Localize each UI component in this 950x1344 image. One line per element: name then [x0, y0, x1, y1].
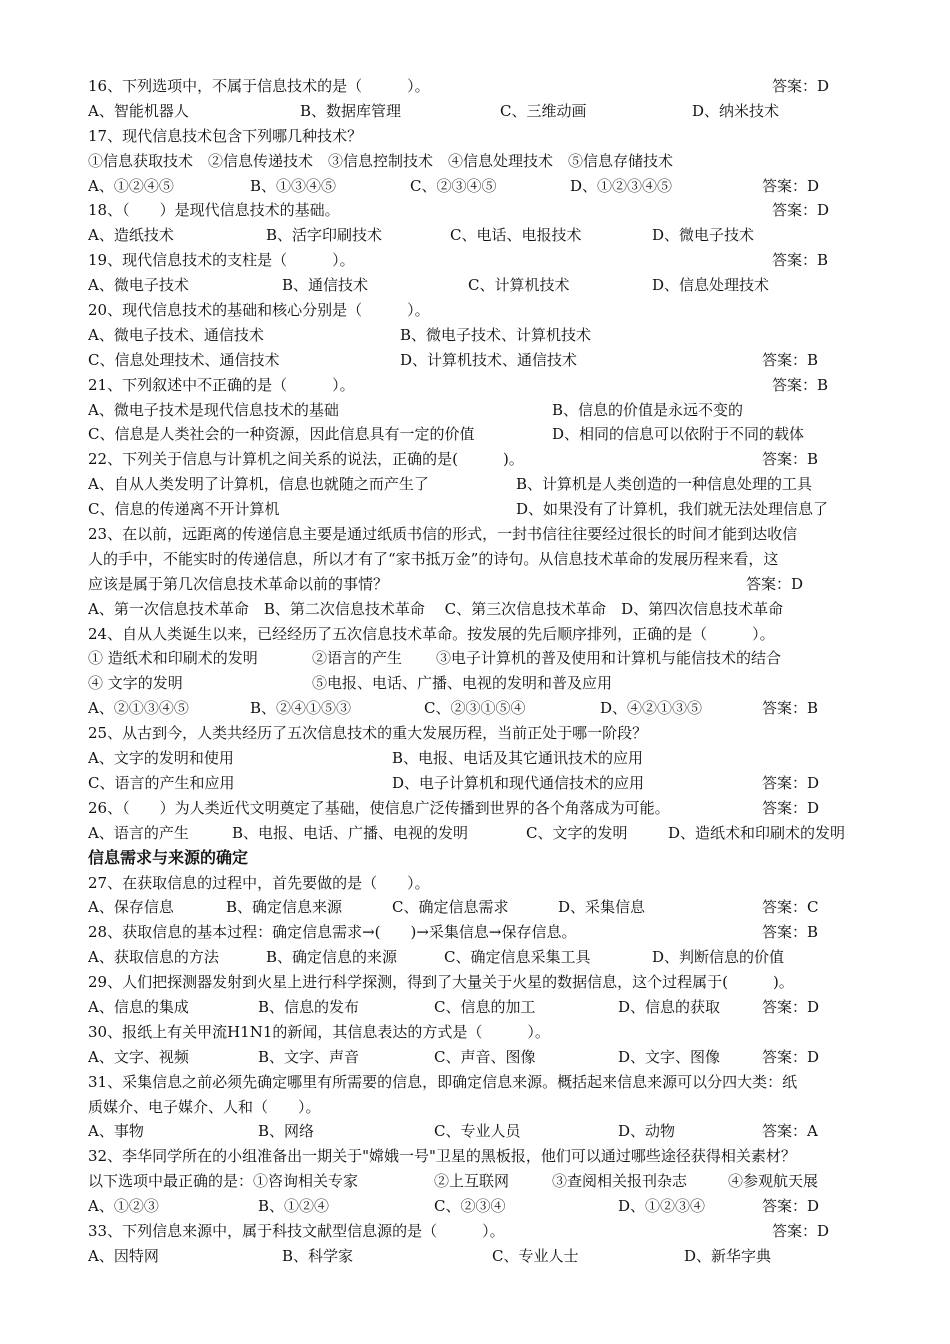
options-line [88, 1194, 868, 1219]
text-segment: A、微电子技术 [88, 276, 189, 295]
text-segment: 25、从古到今，人类共经历了五次信息技术的重大发展历程，当前正处于哪一阶段？ [88, 724, 648, 743]
text-segment: B、信息的价值是永远不变的 [552, 400, 744, 419]
question-line [88, 447, 868, 472]
text-segment: 33、下列信息来源中，属于科技文献型信息源的是（ ）。 [88, 1221, 505, 1240]
text-segment: A、第一次信息技术革命 B、第二次信息技术革命 C、第三次信息技术革命 D、第四次信息技术革命 [88, 599, 784, 618]
question-line [88, 1169, 868, 1194]
text-segment: 28、获取信息的基本过程：确定信息需求→( )→采集信息→保存信息。 [88, 923, 577, 942]
text-segment: 19、现代信息技术的支柱是（ ）。 [88, 251, 355, 270]
text-segment: 应该是属于第几次信息技术革命以前的事情？ [88, 574, 389, 593]
text-segment: A、事物 [88, 1122, 144, 1141]
text-segment: D、①②③④⑤ [570, 176, 673, 195]
text-segment: B、科学家 [282, 1246, 354, 1265]
text-segment: D、计算机技术、通信技术 [400, 350, 578, 369]
text-segment: A、获取信息的方法 [88, 948, 219, 967]
text-segment: D、新华字典 [684, 1246, 772, 1265]
question-line [88, 373, 868, 398]
answer-text: 答案：D [762, 773, 820, 792]
options-line [88, 821, 868, 846]
text-segment: A、造纸技术 [88, 226, 174, 245]
text-segment: 17、现代信息技术包含下列哪几种技术？ [88, 126, 363, 145]
text-segment: D、文字、图像 [618, 1047, 721, 1066]
text-segment: D、动物 [618, 1122, 676, 1141]
text-segment: D、纳米技术 [692, 101, 780, 120]
answer-text: 答案：B [762, 450, 819, 469]
options-line [88, 1045, 868, 1070]
text-segment: C、确定信息采集工具 [444, 948, 591, 967]
text-segment: ②语言的产生 [312, 649, 403, 668]
question-line [88, 1219, 868, 1244]
answer-text: 答案：B [772, 375, 829, 394]
text-segment: 27、在获取信息的过程中，首先要做的是（ ）。 [88, 873, 430, 892]
options-line [88, 223, 868, 248]
text-segment: D、判断信息的价值 [652, 948, 785, 967]
options-line [88, 323, 868, 348]
text-segment: 31、采集信息之前必须先确定哪里有所需要的信息，即确定信息来源。概括起来信息来源可以分四大类：纸 [88, 1072, 798, 1091]
text-segment: C、②③④⑤ [410, 176, 497, 195]
text-segment: 26、（ ）为人类近代文明奠定了基础，使信息广泛传播到世界的各个角落成为可能。 [88, 798, 670, 817]
answer-text: 答案：D [762, 1047, 820, 1066]
text-segment: ③电子计算机的普及使用和计算机与能信技术的结合 [436, 649, 782, 668]
question-line [88, 124, 868, 149]
options-line [88, 99, 868, 124]
text-segment: ⑤电报、电话、广播、电视的发明和普及应用 [312, 674, 613, 693]
question-line [88, 74, 868, 99]
options-line [88, 422, 868, 447]
text-segment: A、②①③④⑤ [88, 699, 189, 718]
question-line [88, 796, 868, 821]
question-line [88, 920, 868, 945]
question-line [88, 871, 868, 896]
section-heading [88, 846, 868, 871]
text-segment: B、电报、电话、广播、电视的发明 [232, 823, 469, 842]
question-line [88, 1020, 868, 1045]
text-segment: C、确定信息需求 [392, 898, 509, 917]
options-line [88, 273, 868, 298]
text-segment: A、保存信息 [88, 898, 174, 917]
answer-text: 答案：D [772, 77, 830, 95]
text-segment: A、文字的发明和使用 [88, 749, 234, 768]
options-line [88, 398, 868, 423]
text-segment: B、①②④ [258, 1197, 330, 1216]
text-segment: B、通信技术 [282, 276, 369, 295]
text-segment: 21、下列叙述中不正确的是（ ）。 [88, 375, 355, 394]
text-segment: A、微电子技术、通信技术 [88, 325, 264, 344]
question-line [88, 522, 868, 547]
text-segment: B、确定信息来源 [226, 898, 343, 917]
answer-text: 答案：B [762, 699, 819, 718]
text-segment: D、相同的信息可以依附于不同的载体 [552, 425, 805, 444]
text-segment: B、数据库管理 [300, 101, 402, 120]
text-segment: C、三维动画 [500, 101, 587, 120]
text-segment: A、智能机器人 [88, 101, 189, 120]
text-segment: 质媒介、电子媒介、人和（ ）。 [88, 1097, 321, 1116]
text-segment: C、语言的产生和应用 [88, 773, 235, 792]
options-line [88, 497, 868, 522]
text-segment: D、电子计算机和现代通信技术的应用 [392, 773, 645, 792]
text-segment: B、活字印刷技术 [266, 226, 383, 245]
text-segment: ① 造纸术和印刷术的发明 [88, 649, 258, 668]
text-segment: B、文字、声音 [258, 1047, 360, 1066]
answer-text: 答案：B [762, 923, 819, 942]
options-line [88, 945, 868, 970]
answer-text: 答案：D [762, 997, 820, 1016]
question-line [88, 1070, 868, 1095]
text-segment: C、专业人士 [492, 1246, 579, 1265]
text-segment: B、电报、电话及其它通讯技术的应用 [392, 749, 644, 768]
text-segment: B、计算机是人类创造的一种信息处理的工具 [516, 475, 813, 494]
options-line [88, 995, 868, 1020]
text-segment: A、自从人类发明了计算机，信息也就随之而产生了 [88, 475, 429, 494]
text-segment: A、文字、视频 [88, 1047, 189, 1066]
text-segment: D、①②③④ [618, 1197, 706, 1216]
question-line [88, 547, 868, 572]
answer-text: 答案：C [762, 898, 819, 917]
text-segment: A、因特网 [88, 1246, 159, 1265]
question-line [88, 298, 868, 323]
options-line [88, 472, 868, 497]
text-segment: C、声音、图像 [434, 1047, 536, 1066]
answer-text: 答案：B [762, 350, 819, 369]
text-segment: D、微电子技术 [652, 226, 755, 245]
text-segment: 22、下列关于信息与计算机之间关系的说法，正确的是( )。 [88, 450, 524, 469]
answer-text: 答案：D [762, 176, 820, 195]
question-line [88, 1095, 868, 1120]
text-segment: D、如果没有了计算机，我们就无法处理信息了 [516, 500, 829, 519]
text-segment: B、确定信息的来源 [266, 948, 398, 967]
options-line [88, 348, 868, 373]
options-line [88, 646, 868, 671]
answer-text: 答案：D [762, 1197, 820, 1216]
text-segment: A、①②③ [88, 1197, 159, 1216]
text-segment: C、信息的传递离不开计算机 [88, 500, 280, 519]
text-segment: B、②④①⑤③ [250, 699, 352, 718]
text-segment: ②上互联网 [434, 1172, 510, 1191]
text-segment: C、②③①⑤④ [424, 699, 526, 718]
text-segment: D、信息的获取 [618, 997, 721, 1016]
text-segment: D、采集信息 [558, 898, 646, 917]
text-segment: 20、现代信息技术的基础和核心分别是（ ）。 [88, 301, 430, 320]
answer-text: 答案：B [772, 251, 829, 270]
text-segment: 30、报纸上有关甲流H1N1的新闻，其信息表达的方式是（ ）。 [88, 1022, 550, 1041]
answer-text: 答案：D [772, 1221, 830, 1240]
answer-text: 答案：D [746, 574, 804, 593]
answer-text: 答案：D [762, 798, 820, 817]
text-segment: C、电话、电报技术 [450, 226, 582, 245]
text-segment: A、信息的集成 [88, 997, 189, 1016]
options-line [88, 174, 868, 199]
text-segment: C、信息是人类社会的一种资源，因此信息具有一定的价值 [88, 425, 475, 444]
document-body [88, 74, 868, 1269]
text-segment: C、信息处理技术、通信技术 [88, 350, 280, 369]
text-segment: B、信息的发布 [258, 997, 360, 1016]
options-line [88, 696, 868, 721]
answer-text: 答案：D [772, 201, 830, 220]
text-segment: B、微电子技术、计算机技术 [400, 325, 592, 344]
options-line [88, 895, 868, 920]
text-segment: 24、自从人类诞生以来，已经经历了五次信息技术革命。按发展的先后顺序排列，正确的是（ ）。 [88, 624, 775, 643]
question-line [88, 572, 868, 597]
text-segment: C、文字的发明 [526, 823, 628, 842]
heading-text: 信息需求与来源的确定 [88, 847, 249, 867]
question-line [88, 970, 868, 995]
text-segment: 32、李华同学所在的小组准备出一期关于"嫦娥一号"卫星的黑板报，他们可以通过哪些途径获得相关素材？ [88, 1147, 796, 1166]
text-segment: A、微电子技术是现代信息技术的基础 [88, 400, 339, 419]
text-segment: C、②③④ [434, 1197, 506, 1216]
question-line [88, 622, 868, 647]
text-segment: D、信息处理技术 [652, 276, 770, 295]
options-line [88, 149, 868, 174]
options-line [88, 671, 868, 696]
text-segment: ③查阅相关报刊杂志 [552, 1172, 688, 1191]
text-segment: 人的手中，不能实时的传递信息，所以才有了“家书抵万金”的诗句。从信息技术革命的发展历程来看，这 [88, 549, 779, 568]
question-line [88, 198, 868, 223]
answer-text: 答案：A [762, 1122, 818, 1141]
text-segment: ④ 文字的发明 [88, 674, 183, 693]
text-segment: ①信息获取技术 ②信息传递技术 ③信息控制技术 ④信息处理技术 ⑤信息存储技术 [88, 151, 674, 170]
options-line [88, 1244, 868, 1269]
options-line [88, 771, 868, 796]
options-line [88, 597, 868, 622]
text-segment: D、④②①③⑤ [600, 699, 703, 718]
text-segment: B、①③④⑤ [250, 176, 337, 195]
question-line [88, 248, 868, 273]
text-segment: 29、人们把探测器发射到火星上进行科学探测，得到了大量关于火星的数据信息，这个过程属于( )。 [88, 973, 794, 992]
text-segment: A、语言的产生 [88, 823, 189, 842]
text-segment: C、计算机技术 [468, 276, 570, 295]
text-segment: C、信息的加工 [434, 997, 536, 1016]
text-segment: 以下选项中最正确的是：①咨询相关专家 [88, 1172, 359, 1191]
options-line [88, 746, 868, 771]
text-segment: 16、下列选项中，不属于信息技术的是（ ）。 [88, 77, 430, 95]
text-segment: 23、在以前，远距离的传递信息主要是通过纸质书信的形式，一封书信往往要经过很长的时间才能到达收信 [88, 525, 798, 544]
text-segment: C、专业人员 [434, 1122, 521, 1141]
text-segment: ④参观航天展 [728, 1172, 819, 1191]
options-line [88, 1119, 868, 1144]
question-line [88, 721, 868, 746]
text-segment: 18、（ ）是现代信息技术的基础。 [88, 201, 340, 220]
text-segment: A、①②④⑤ [88, 176, 174, 195]
text-segment: B、网络 [258, 1122, 315, 1141]
question-line [88, 1144, 868, 1169]
text-segment: D、造纸术和印刷术的发明 [668, 823, 846, 842]
